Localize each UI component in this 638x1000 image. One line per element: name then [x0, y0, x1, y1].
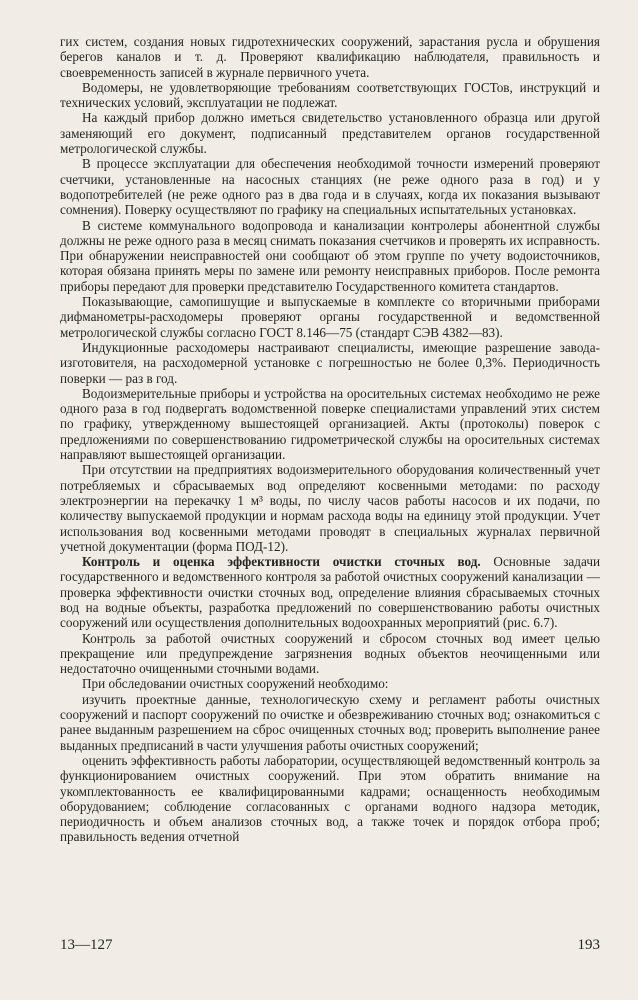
- paragraph-text: Основные задачи государственного и ведомственного контроля за работой очистных сооружений канализации — проверка эффективности очистки сточных вод, определение влияния сбрасываемых сточных вод на водные объекты, разработка предложений по совершенствованию работы очистных сооружений или осуществления дополнительных водоохранных мероприятий (рис. 6.7).: [60, 554, 601, 631]
- paragraph-text: Водомеры, не удовлетворяющие требованиям соответствующих ГОСТов, инструкций и технических условий, эксплуатации не подлежат.: [60, 79, 600, 111]
- paragraph: [60, 34, 600, 80]
- paragraph: [60, 110, 600, 156]
- paragraph-text: При обследовании очистных сооружений необходимо:: [82, 676, 389, 692]
- paragraph-text: гих систем, создания новых гидротехнических сооружений, зарастания русла и обрушения берегов каналов и т. д. Проверяют квалификацию наблюдателя, правильность и своевременность записей в журнале первичного учета.: [60, 34, 600, 80]
- paragraph-text: оценить эффективность работы лаборатории, осуществляющей ведомственный контроль за функционированием очистных сооружений. При этом обратить внимание на укомплектованность ее квалифицированными кадрами; оснащенность необходимым оборудованием; соблюдение согласованных с органами водного надзора методик, периодичность и объем анализов сточных вод, а также точек и порядок отбора проб; правильность ведения отчетной: [60, 752, 600, 845]
- paragraph-text: Показывающие, самопишущие и выпускаемые в комплекте со вторичными приборами дифманометры-расходомеры проверяют органы государственной и ведомственной метрологической службы согласно ГОСТ 8.146—75 (стандарт СЭВ 4382—83).: [60, 294, 600, 340]
- paragraph-text: В процессе эксплуатации для обеспечения необходимой точности измерений проверяют счетчики, установленные на насосных станциях (не реже одного раза в год) и у водопотребителей (не реже одного раз в два года и в случаях, когда их показания вызывают сомнения). Поверку осуществляют по графику на специальных испытательных установках.: [60, 156, 600, 218]
- paragraph-text: На каждый прибор должно иметься свидетельство установленного образца или другой заменяющий его документ, подписанный представителем органов государственной метрологической службы.: [60, 110, 600, 157]
- paragraph: [60, 156, 600, 217]
- paragraph: [60, 676, 600, 691]
- paragraph: [60, 80, 600, 111]
- paragraph: [60, 462, 600, 554]
- paragraph-text: Водоизмерительные приборы и устройства на оросительных системах необходимо не реже одного раза в год подвергать водомственной поверке специалистами управлений этих систем по графику, утвержденному вышестоящей организацией. Акты (протоколы) поверок с предложениями по совершенствованию гидрометрической службы на оросительных системах направляют вышестоящей организации.: [60, 385, 600, 463]
- page-footer: [60, 938, 600, 953]
- paragraph: [60, 692, 600, 753]
- paragraph: [60, 340, 600, 386]
- paragraph: [60, 386, 600, 462]
- paragraph-text: В системе коммунального водопровода и канализации контролеры абонентной службы должны не реже одного раза в месяц снимать показания счетчиков и проверять их исправность. При обнаружении неисправностей они сообщают об этом группе по учету водоисточников, которая обязана принять меры по замене или ремонту неисправных приборов. После ремонта приборы передают для проверки представителю Государственного комитета стандартов.: [60, 217, 600, 294]
- paragraph: [60, 218, 600, 294]
- paragraph-text: При отсутствии на предприятиях водоизмерительного оборудования количественный учет потребляемых и сбрасываемых вод определяют косвенными методами: по расходу электроэнергии на перекачку 1 м³ воды, по числу часов работы насосов и их подачи, по количеству выпускаемой продукции и нормам расхода воды на единицу этой продукции. Учет использования вод косвенными методами проводят в специальных журналах первичной учетной документации (форма ПОД-12).: [60, 462, 600, 554]
- paragraph: [60, 554, 600, 630]
- paragraph: [60, 631, 600, 677]
- signature-mark: 13—127: [60, 937, 113, 953]
- page-number: 193: [577, 937, 600, 953]
- paragraph: [60, 753, 600, 845]
- body-text: [60, 34, 600, 845]
- paragraph-text: Контроль за работой очистных сооружений и сбросом сточных вод имеет целью прекращение или предупреждение загрязнения водных объектов неочищенными или недостаточно очищенными сточными водами.: [60, 630, 600, 677]
- paragraph-text: изучить проектные данные, технологическую схему и регламент работы очистных сооружений и паспорт сооружений по очистке и обезвреживанию сточных вод; ознакомиться с ранее выданным разрешением на сброс очищенных сточных вод; проверить выполнение ранее выданных предписаний в части улучшения работы очистных сооружений;: [60, 691, 600, 753]
- paragraph: [60, 294, 600, 340]
- paragraph-text: Индукционные расходомеры настраивают специалисты, имеющие разрешение завода-изготовителя, на расходомерной установке с погрешностью не более 0,3%. Периодичность поверки — раз в год.: [60, 339, 600, 386]
- section-heading: Контроль и оценка эффективности очистки сточных вод.: [82, 554, 481, 570]
